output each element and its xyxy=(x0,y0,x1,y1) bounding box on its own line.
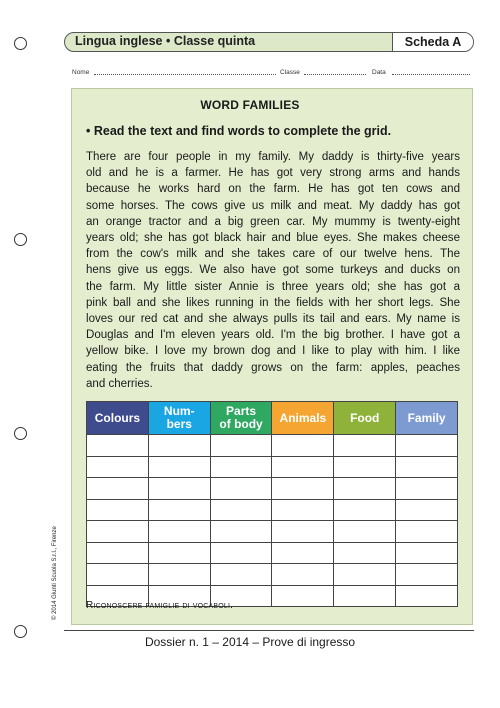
grid-header-label: Num- xyxy=(163,404,195,418)
grid-answer-cell[interactable] xyxy=(210,564,272,586)
grid-answer-cell[interactable] xyxy=(148,478,210,500)
grid-header-cell xyxy=(396,402,458,435)
grid-answer-cell[interactable] xyxy=(87,478,149,500)
grid-answer-cell[interactable] xyxy=(148,435,210,457)
skill-note: Riconoscere famiglie di vocaboli. xyxy=(86,600,234,611)
grid-answer-cell[interactable] xyxy=(396,585,458,607)
paragraph-line: years old; she has got black hair and blue eyes. She makes cheese xyxy=(86,232,460,245)
grid-answer-cell[interactable] xyxy=(210,456,272,478)
exercise-title: WORD FAMILIES xyxy=(200,98,300,112)
grid-answer-cell[interactable] xyxy=(87,542,149,564)
class-label: Classe xyxy=(280,69,300,76)
date-field[interactable] xyxy=(392,74,470,75)
footer-rule xyxy=(64,630,474,631)
grid-answer-cell[interactable] xyxy=(272,521,334,543)
grid-row xyxy=(87,499,458,521)
paragraph-line: hens give us eggs. We also have got some turkeys and ducks on xyxy=(86,264,460,277)
grid-answer-cell[interactable] xyxy=(334,585,396,607)
grid-row xyxy=(87,542,458,564)
grid-header-cell xyxy=(210,402,272,435)
grid-row xyxy=(87,478,458,500)
paragraph-line: because he works hard on the farm. He has got ten cows and xyxy=(86,183,460,196)
grid-answer-cell[interactable] xyxy=(334,456,396,478)
paragraph-line: eating the fruits that daddy grows on the farm: apples, peaches xyxy=(86,361,460,374)
grid-row xyxy=(87,564,458,586)
date-label: Data xyxy=(372,69,386,76)
grid-answer-cell[interactable] xyxy=(87,564,149,586)
paragraph-line: Douglas and I'm eleven years old. I'm the big brother. I have got a xyxy=(86,329,460,342)
grid-answer-cell[interactable] xyxy=(272,585,334,607)
name-field[interactable] xyxy=(94,74,276,75)
paragraph-line: old and he is a farmer. He has got very strong arms and hands xyxy=(86,167,460,180)
grid-answer-cell[interactable] xyxy=(396,521,458,543)
grid-header-label: of body xyxy=(219,417,263,431)
grid-answer-cell[interactable] xyxy=(396,499,458,521)
grid-answer-cell[interactable] xyxy=(210,499,272,521)
grid-answer-cell[interactable] xyxy=(87,521,149,543)
class-field[interactable] xyxy=(304,74,366,75)
grid-answer-cell[interactable] xyxy=(210,521,272,543)
paragraph-line: from the cow's milk and she takes care of our twelve hens. The xyxy=(86,248,460,261)
grid-answer-cell[interactable] xyxy=(396,564,458,586)
grid-row xyxy=(87,521,458,543)
exercise-instruction: • Read the text and find words to complete the grid. xyxy=(86,124,392,138)
grid-answer-cell[interactable] xyxy=(272,478,334,500)
grid-answer-cell[interactable] xyxy=(87,435,149,457)
subject-label: Lingua inglese • Classe quinta xyxy=(75,34,256,48)
grid-answer-cell[interactable] xyxy=(396,542,458,564)
grid-header-label: Colours xyxy=(94,410,141,425)
grid-answer-cell[interactable] xyxy=(396,478,458,500)
grid-answer-cell[interactable] xyxy=(210,435,272,457)
grid-answer-cell[interactable] xyxy=(148,542,210,564)
name-label: Nome xyxy=(72,69,90,76)
binder-hole-top xyxy=(14,37,27,50)
grid-answer-cell[interactable] xyxy=(334,521,396,543)
binder-hole-lower xyxy=(14,427,27,440)
grid-answer-cell[interactable] xyxy=(334,542,396,564)
grid-answer-cell[interactable] xyxy=(87,499,149,521)
binder-hole-middle xyxy=(14,233,27,246)
paragraph-line: loves our red cat and she always pulls its tail and ears. My name is xyxy=(86,313,460,326)
paragraph-line: some horses. The cows give us milk and meat. My daddy has got xyxy=(86,199,460,212)
grid-header-label: Food xyxy=(350,410,380,425)
grid-answer-cell[interactable] xyxy=(334,478,396,500)
grid-answer-cell[interactable] xyxy=(396,456,458,478)
paragraph-line: and cherries. xyxy=(86,377,153,390)
grid-answer-cell[interactable] xyxy=(272,564,334,586)
dossier-footer: Dossier n. 1 – 2014 – Prove di ingresso xyxy=(144,635,356,649)
grid-header-label: Parts xyxy=(226,404,257,418)
grid-answer-cell[interactable] xyxy=(334,564,396,586)
grid-answer-cell[interactable] xyxy=(148,521,210,543)
grid-answer-cell[interactable] xyxy=(148,456,210,478)
grid-answer-cell[interactable] xyxy=(210,478,272,500)
grid-header-label: Family xyxy=(407,410,446,425)
grid-answer-cell[interactable] xyxy=(272,435,334,457)
grid-answer-cell[interactable] xyxy=(148,499,210,521)
paragraph-line: There are four people in my family. My daddy is thirty-five years xyxy=(86,151,460,163)
grid-answer-cell[interactable] xyxy=(148,564,210,586)
grid-answer-cell[interactable] xyxy=(272,499,334,521)
sheet-label: Scheda A xyxy=(392,33,473,51)
grid-answer-cell[interactable] xyxy=(210,542,272,564)
word-families-grid xyxy=(86,401,458,607)
copyright-text: © 2014 Giunti Scuola S.r.l., Firenze xyxy=(52,526,58,620)
paragraph-line: yellow bike. I love my brown dog and I like to play with him. I like xyxy=(86,345,460,358)
grid-answer-cell[interactable] xyxy=(87,456,149,478)
grid-header-cell xyxy=(148,402,210,435)
paragraph-line: pink ball and she likes running in the fields with her short legs. She xyxy=(86,296,460,309)
grid-header-cell xyxy=(87,402,149,435)
grid-header-label: Animals xyxy=(279,410,327,425)
grid-answer-cell[interactable] xyxy=(272,456,334,478)
grid-answer-cell[interactable] xyxy=(396,435,458,457)
grid-header-label: bers xyxy=(166,417,192,431)
paragraph-line: an orange tractor and a big green car. My mummy is twenty-eight xyxy=(86,215,460,228)
grid-row xyxy=(87,435,458,457)
grid-header-cell xyxy=(272,402,334,435)
grid-row xyxy=(87,456,458,478)
grid-answer-cell[interactable] xyxy=(334,435,396,457)
grid-header-row xyxy=(87,402,458,435)
reading-text xyxy=(86,149,460,392)
grid-answer-cell[interactable] xyxy=(334,499,396,521)
grid-answer-cell[interactable] xyxy=(272,542,334,564)
grid-header-cell xyxy=(334,402,396,435)
paragraph-line: the farm. My little sister Annie is three years old; she has got a xyxy=(86,280,460,293)
header-bar xyxy=(64,32,474,52)
